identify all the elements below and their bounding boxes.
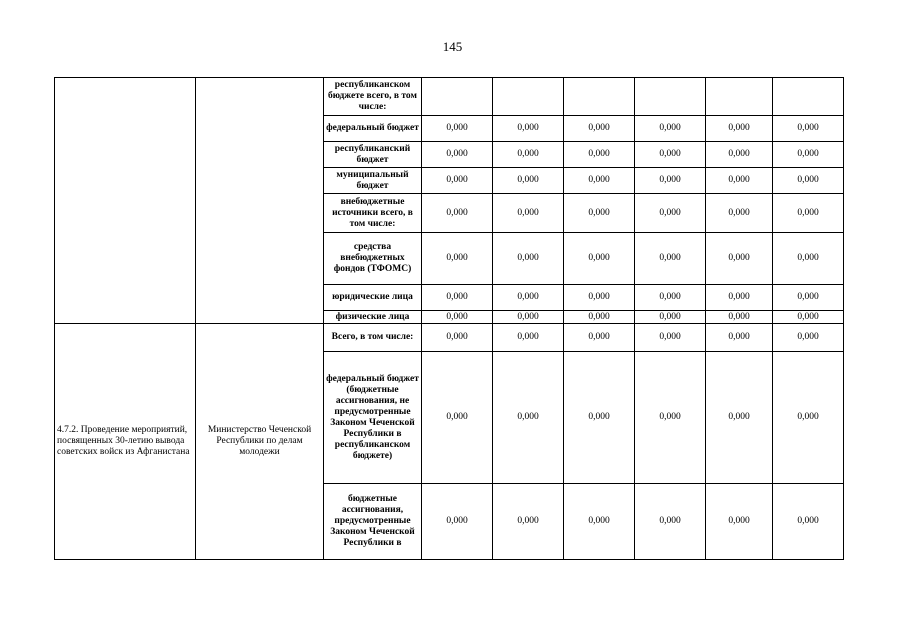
source-label: юридические лица <box>324 285 422 311</box>
value-cell: 0,000 <box>773 194 844 233</box>
value-cell: 0,000 <box>564 168 635 194</box>
value-cell: 0,000 <box>493 324 564 352</box>
value-cell <box>564 78 635 116</box>
value-cell: 0,000 <box>706 168 773 194</box>
source-label: республиканский бюджет <box>324 142 422 168</box>
value-cell: 0,000 <box>493 168 564 194</box>
value-cell: 0,000 <box>773 116 844 142</box>
value-cell: 0,000 <box>773 142 844 168</box>
value-cell: 0,000 <box>773 168 844 194</box>
table-row <box>55 78 844 116</box>
value-cell: 0,000 <box>564 194 635 233</box>
value-cell: 0,000 <box>422 352 493 484</box>
value-cell <box>422 78 493 116</box>
value-cell: 0,000 <box>493 116 564 142</box>
value-cell: 0,000 <box>564 116 635 142</box>
value-cell: 0,000 <box>706 484 773 560</box>
value-cell: 0,000 <box>564 324 635 352</box>
value-cell: 0,000 <box>773 285 844 311</box>
value-cell: 0,000 <box>422 484 493 560</box>
value-cell: 0,000 <box>635 194 706 233</box>
value-cell: 0,000 <box>422 324 493 352</box>
value-cell: 0,000 <box>493 233 564 285</box>
value-cell: 0,000 <box>493 194 564 233</box>
source-label: бюджетные ассигнования, предусмотренные Законом Чеченской Республики в <box>324 484 422 560</box>
value-cell: 0,000 <box>422 142 493 168</box>
source-label: муниципальный бюджет <box>324 168 422 194</box>
table-row <box>55 324 844 352</box>
value-cell <box>493 78 564 116</box>
executor-cell-continued <box>196 78 324 324</box>
value-cell: 0,000 <box>422 311 493 324</box>
value-cell: 0,000 <box>422 116 493 142</box>
value-cell: 0,000 <box>422 194 493 233</box>
value-cell: 0,000 <box>422 233 493 285</box>
source-label: федеральный бюджет <box>324 116 422 142</box>
value-cell: 0,000 <box>493 484 564 560</box>
value-cell: 0,000 <box>493 352 564 484</box>
value-cell: 0,000 <box>773 233 844 285</box>
value-cell: 0,000 <box>493 285 564 311</box>
value-cell: 0,000 <box>706 311 773 324</box>
value-cell: 0,000 <box>564 311 635 324</box>
value-cell: 0,000 <box>493 142 564 168</box>
value-cell: 0,000 <box>422 168 493 194</box>
value-cell: 0,000 <box>773 484 844 560</box>
value-cell: 0,000 <box>564 142 635 168</box>
value-cell: 0,000 <box>493 311 564 324</box>
value-cell: 0,000 <box>706 285 773 311</box>
value-cell <box>773 78 844 116</box>
value-cell: 0,000 <box>635 168 706 194</box>
value-cell: 0,000 <box>773 352 844 484</box>
value-cell: 0,000 <box>706 194 773 233</box>
value-cell: 0,000 <box>706 142 773 168</box>
value-cell: 0,000 <box>706 233 773 285</box>
value-cell: 0,000 <box>706 116 773 142</box>
value-cell: 0,000 <box>635 311 706 324</box>
value-cell: 0,000 <box>706 352 773 484</box>
value-cell: 0,000 <box>564 233 635 285</box>
value-cell: 0,000 <box>635 142 706 168</box>
executor-name: Министерство Чеченской Республики по делам молодежи <box>196 324 324 560</box>
source-label: Всего, в том числе: <box>324 324 422 352</box>
source-label: республиканском бюджете всего, в том числе: <box>324 78 422 116</box>
event-cell-continued <box>55 78 196 324</box>
source-label: внебюджетные источники всего, в том числе: <box>324 194 422 233</box>
value-cell: 0,000 <box>564 285 635 311</box>
value-cell: 0,000 <box>635 233 706 285</box>
value-cell: 0,000 <box>635 484 706 560</box>
page-number: 145 <box>442 39 463 54</box>
budget-table <box>54 77 844 560</box>
value-cell: 0,000 <box>635 352 706 484</box>
value-cell <box>706 78 773 116</box>
source-label: средства внебюджетных фондов (ТФОМС) <box>324 233 422 285</box>
value-cell: 0,000 <box>422 285 493 311</box>
value-cell: 0,000 <box>706 324 773 352</box>
value-cell: 0,000 <box>564 484 635 560</box>
value-cell: 0,000 <box>635 285 706 311</box>
value-cell: 0,000 <box>773 324 844 352</box>
event-name: 4.7.2. Проведение мероприятий, посвященных 30-летию вывода советских войск из Афганистана <box>55 324 196 560</box>
source-label: федеральный бюджет (бюджетные ассигнования, не предусмотренные Законом Чеченской Республики в республиканском бюджете) <box>324 352 422 484</box>
value-cell <box>635 78 706 116</box>
value-cell: 0,000 <box>773 311 844 324</box>
value-cell: 0,000 <box>564 352 635 484</box>
value-cell: 0,000 <box>635 324 706 352</box>
source-label: физические лица <box>324 311 422 324</box>
value-cell: 0,000 <box>635 116 706 142</box>
